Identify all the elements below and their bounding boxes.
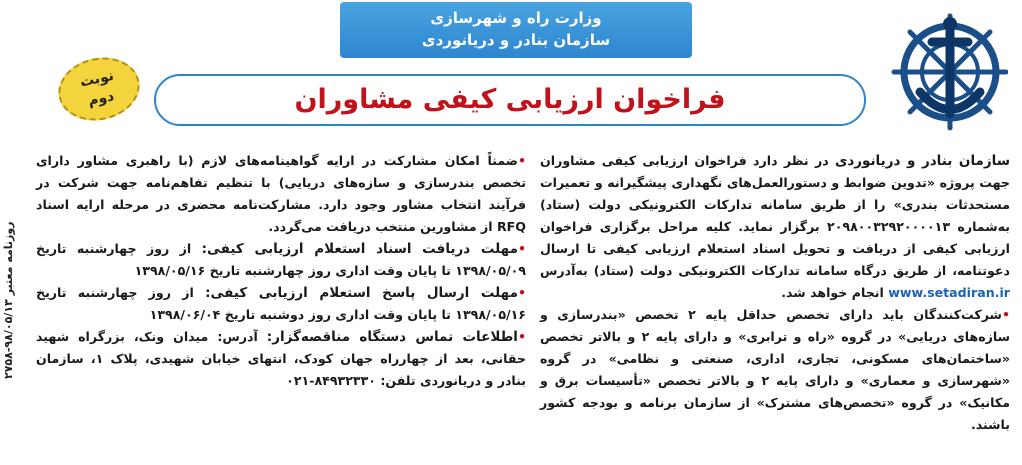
contact-text: آدرس: میدان ونک، بزرگراه شهید حقانی، بعد از چهارراه جهان کودک، انتهای خیابان شهیدی، پلاک ۱، سازمان بنادر و دریانوردی تلفن: ۸۴۹۳۲۳۳۰-۰۲۱ <box>36 329 527 388</box>
bullet-icon: • <box>517 329 526 344</box>
contact-label: اطلاعات تماس دستگاه مناقصه‌گزار: <box>266 329 518 345</box>
intro-text: در نظر دارد فراخوان ارزیابی کیفی مشاوران جهت پروژه «تدوین ضوابط و دستورالعمل‌های نگهداری پیشگیرانه و تعمیرات مستحدثات بندری» را از طریق سامانه تدارکات الکترونیکی دولت (ستاد) به‌شماره ۲۰۹۸۰۰۳۲۹۲۰۰۰۰۱۳ برگزار نماید. کلیه مراحل برگزاری فراخوان ارزیابی کیفی از دریافت و تحویل اسناد استعلام ارزیابی کیفی تا ارسال دعوتنامه، از طریق درگاه سامانه تدارکات الکترونیکی دولت (ستاد) به‌آدرس <box>540 153 1010 278</box>
notice-body-right <box>540 150 1010 450</box>
title-bar <box>154 74 866 126</box>
setad-link[interactable]: www.setadiran.ir <box>888 285 1010 300</box>
receive-deadline <box>36 238 526 282</box>
ports-organization-logo <box>880 2 1008 142</box>
bullet-icon: • <box>517 241 526 256</box>
intro-paragraph <box>540 150 1010 304</box>
newspaper-date-strip: روزنامه معتبر ۹۸/۰۵/۱۳-۲۷۵۸ <box>2 221 15 379</box>
organization-name: سازمان بنادر و دریانوردی <box>421 31 611 49</box>
bullet-icon: • <box>1001 307 1010 322</box>
partnership-paragraph <box>36 150 526 238</box>
intro-organization: سازمان بنادر و دریانوردی <box>834 153 1010 169</box>
bullet-icon: • <box>517 153 526 168</box>
requirements-text: شرکت‌کنندگان باید دارای تخصص حداقل پایه ۲ تخصص «بندرسازی و سازه‌های دریایی» در گروه «راه و ترابری» و دارای پایه ۲ و بالاتر تخصص «ساختمان‌های مسکونی، تجاری، اداری، صنعتی و نظامی» در گروه «شهرسازی و معماری» و دارای پایه ۲ و بالاتر تخصص «تأسیسات برق و مکانیک» در گروه «تخصص‌های مشترک» از سازمان برنامه و بودجه کشور باشند. <box>540 307 1010 432</box>
receive-deadline-text: از روز چهارشنبه تاریخ ۱۳۹۸/۰۵/۰۹ تا پایان وقت اداری روز چهارشنبه تاریخ ۱۳۹۸/۰۵/۱۶ <box>36 241 526 278</box>
notice-body-left <box>36 150 526 450</box>
ministry-banner <box>340 2 692 58</box>
page-title: فراخوان ارزیابی کیفی مشاوران <box>294 84 726 115</box>
intro-end: انجام خواهد شد. <box>781 285 889 300</box>
round-badge-line1: نوبت <box>78 67 116 91</box>
bullet-icon: • <box>517 285 526 300</box>
receive-deadline-label: مهلت دریافت اسناد استعلام ارزیابی کیفی: <box>201 241 518 257</box>
requirements-paragraph <box>540 304 1010 436</box>
submit-deadline <box>36 282 526 326</box>
round-badge <box>52 50 145 128</box>
partnership-text: ضمناً امکان مشارکت در ارایه گواهینامه‌های لازم (با راهبری مشاور دارای تخصص بندرسازی و سازه‌های دریایی) با تنظیم تفاهم‌نامه جهت شرکت در فرآیند انتخاب مشاور وجود دارد. مشارکت‌نامه محضری در مرحله ارایه اسناد RFQ از مشاورین منتخب دریافت می‌گردد. <box>36 153 526 234</box>
logo-anchor <box>920 24 980 114</box>
contact-info <box>36 326 526 392</box>
ministry-name: وزارت راه و شهرسازی <box>430 9 602 27</box>
submit-deadline-text: از روز چهارشنبه تاریخ ۱۳۹۸/۰۵/۱۶ تا پایان وقت اداری روز دوشنبه تاریخ ۱۳۹۸/۰۶/۰۴ <box>36 285 526 322</box>
submit-deadline-label: مهلت ارسال پاسخ استعلام ارزیابی کیفی: <box>205 285 518 301</box>
round-badge-line2: دوم <box>86 88 116 110</box>
